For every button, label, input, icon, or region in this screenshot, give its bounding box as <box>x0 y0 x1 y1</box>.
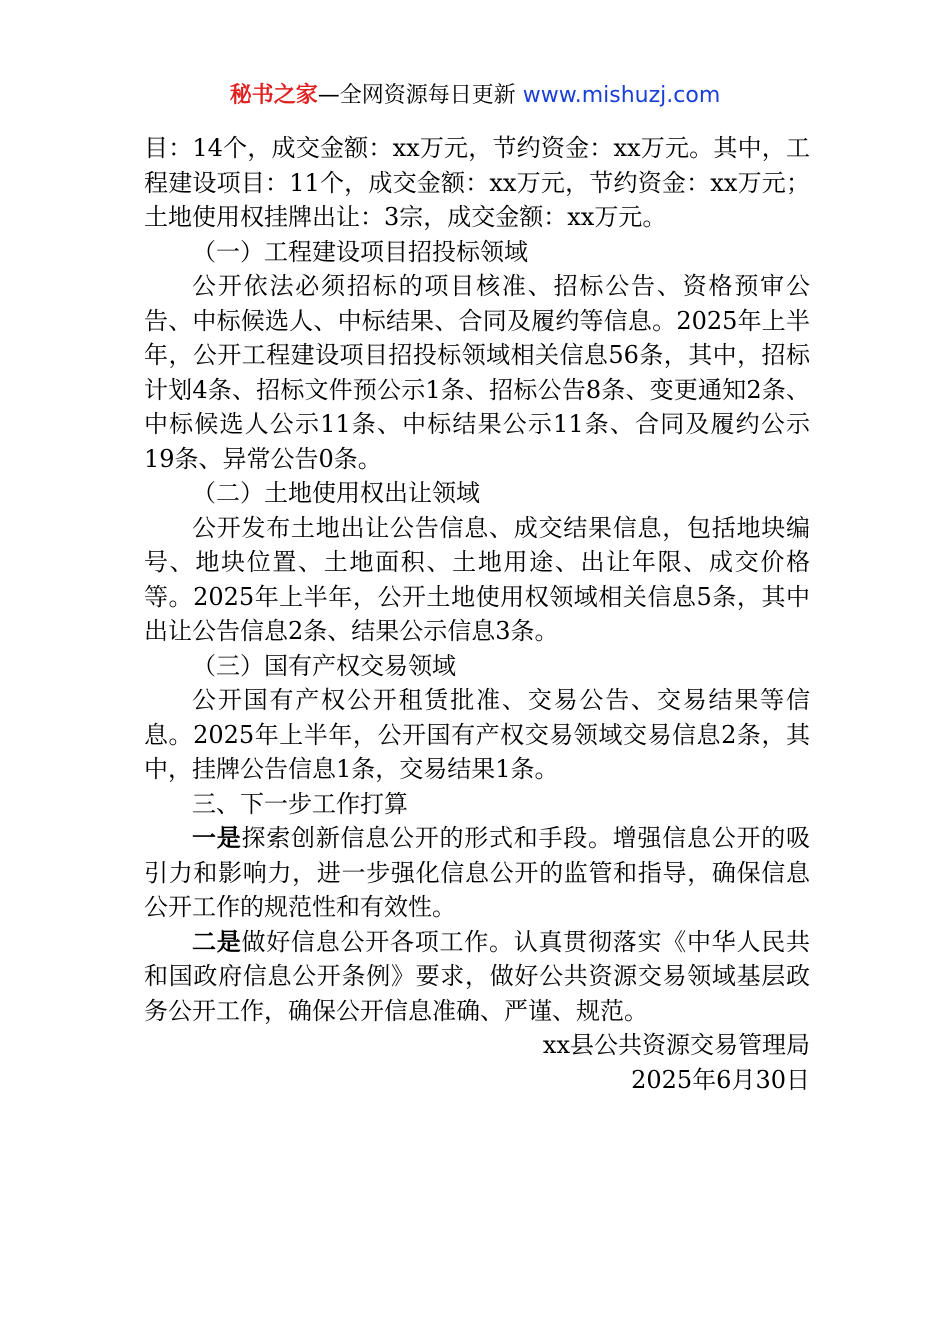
paragraph-step-two <box>144 925 810 1029</box>
signature-org: xx县公共资源交易管理局 <box>542 1031 810 1059</box>
paragraph-step-one <box>144 821 810 925</box>
site-link[interactable]: www.mishuzj.com <box>522 83 721 108</box>
section-heading-property: （三）国有产权交易领域 <box>192 651 456 680</box>
paragraph-summary: 目：14个，成交金额：xx万元，节约资金：xx万元。其中，工程建设项目：11个，成交金额：xx万元，节约资金：xx万元；土地使用权挂牌出让：3宗，成交金额：xx万元。 <box>144 134 810 231</box>
section-heading-engineering: （一）工程建设项目招投标领域 <box>192 237 528 266</box>
document-body <box>144 131 810 1097</box>
step-one-lead: 一是 <box>192 823 242 852</box>
step-two-text: 做好信息公开各项工作。认真贯彻落实《中华人民共和国政府信息公开条例》要求，做好公共资源交易领域基层政务公开工作，确保公开信息准确、严谨、规范。 <box>144 927 810 1025</box>
paragraph-land: 公开发布土地出让公告信息、成交结果信息，包括地块编号、地块位置、土地面积、土地用途、出让年限、成交价格等。2025年上半年，公开土地使用权领域相关信息5条，其中出让公告信息2条、结果公示信息3条。 <box>144 513 810 645</box>
step-one-text: 探索创新信息公开的形式和手段。增强信息公开的吸引力和影响力，进一步强化信息公开的监管和指导，确保信息公开工作的规范性和有效性。 <box>144 824 810 921</box>
paragraph-property: 公开国有产权公开租赁批准、交易公告、交易结果等信息。2025年上半年，公开国有产权交易领域交易信息2条，其中，挂牌公告信息1条，交易结果1条。 <box>144 686 810 783</box>
signature-date: 2025年6月30日 <box>631 1065 810 1094</box>
site-banner <box>0 80 950 112</box>
section-heading-land: （二）土地使用权出让领域 <box>192 479 480 507</box>
step-two-lead: 二是 <box>192 926 242 956</box>
paragraph-engineering: 公开依法必须招标的项目核准、招标公告、资格预审公告、中标候选人、中标结果、合同及履约等信息。2025年上半年，公开工程建设项目招投标领域相关信息56条，其中，招标计划4条、招标文件预公示1条、招标公告8条、变更通知2条、中标候选人公示11条、中标结果公示11条、合同及履约公示19条、异常公告0条。 <box>144 272 810 473</box>
brand-name: 秘书之家 <box>229 83 318 108</box>
section-heading-next-steps: 三、下一步工作打算 <box>192 789 408 818</box>
banner-tagline: —全网资源每日更新 <box>317 83 523 108</box>
